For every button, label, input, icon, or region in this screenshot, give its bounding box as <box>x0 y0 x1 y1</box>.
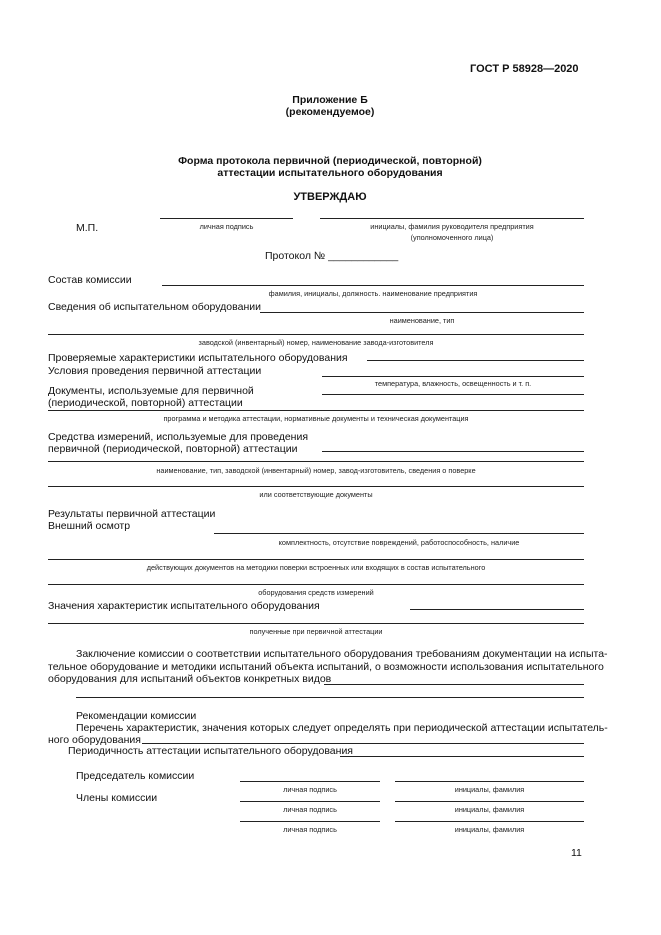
conclusion-line-field-2 <box>76 697 584 698</box>
stamp-label: М.П. <box>76 222 99 234</box>
member2-name-line <box>395 821 584 822</box>
member2-signature-caption: личная подпись <box>283 825 337 834</box>
member1-name-line <box>395 801 584 802</box>
inspection-caption-2: действующих документов на методики поверки встроенных или входящих в состав испытательного <box>146 563 486 572</box>
conclusion-line-2: тельное оборудование и методики испытаний объекта испытаний, о возможности использования испытательного <box>48 661 604 673</box>
documents-caption: программа и методика аттестации, нормативные документы и техническая документация <box>163 414 469 423</box>
member2-name-caption: инициалы, фамилия <box>454 825 525 834</box>
appendix-title: Приложение Б <box>292 94 368 106</box>
approval-name-caption-1: инициалы, фамилия руководителя предприятия <box>370 222 534 231</box>
recommendations-list-line-1: Перечень характеристик, значения которых следует определять при периодической аттестации испытатель- <box>76 722 608 734</box>
approval-name-line <box>320 218 584 219</box>
values-label: Значения характеристик испытательного оборудования <box>48 600 320 612</box>
equipment-info-label: Сведения об испытательном оборудовании <box>48 301 261 313</box>
chairman-label: Председатель комиссии <box>76 770 195 782</box>
instruments-caption-1: наименование, тип, заводской (инвентарный) номер, завод-изготовитель, сведения о поверке <box>156 466 476 475</box>
instruments-line-2 <box>48 461 584 462</box>
commission-line <box>162 285 584 286</box>
checked-chars-label: Проверяемые характеристики испытательного оборудования <box>48 352 348 364</box>
period-field <box>340 756 584 757</box>
document-code: ГОСТ Р 58928—2020 <box>470 63 579 75</box>
instruments-label-1: Средства измерений, используемые для проведения <box>48 431 309 443</box>
values-caption: полученные при первичной аттестации <box>249 627 383 636</box>
commission-label: Состав комиссии <box>48 274 132 286</box>
member1-signature-caption: личная подпись <box>283 805 337 814</box>
approval-label: УТВЕРЖДАЮ <box>293 191 367 203</box>
values-line-1 <box>410 609 584 610</box>
chairman-name-line <box>395 781 584 782</box>
member1-signature-line <box>240 801 380 802</box>
documents-line-1 <box>322 394 584 395</box>
approval-signature-line <box>160 218 293 219</box>
form-title-line2: аттестации испытательного оборудования <box>217 167 443 179</box>
member1-name-caption: инициалы, фамилия <box>454 805 525 814</box>
checked-chars-line <box>367 360 584 361</box>
instruments-line-3 <box>48 486 584 487</box>
member2-signature-line <box>240 821 380 822</box>
conclusion-line-field-1 <box>324 684 584 685</box>
chairman-signature-caption: личная подпись <box>283 785 337 794</box>
approval-name-caption-2: (уполномоченного лица) <box>410 233 494 242</box>
values-line-2 <box>48 623 584 624</box>
chairman-name-caption: инициалы, фамилия <box>454 785 525 794</box>
appendix-subtitle: (рекомендуемое) <box>285 106 375 118</box>
protocol-label: Протокол № ____________ <box>265 250 399 262</box>
conditions-line <box>322 376 584 377</box>
conditions-label: Условия проведения первичной аттестации <box>48 365 262 377</box>
inspection-line-1 <box>214 533 584 534</box>
inspection-label: Внешний осмотр <box>48 520 131 532</box>
instruments-label-2: первичной (периодической, повторной) аттестации <box>48 443 298 455</box>
instruments-caption-2: или соответствующие документы <box>259 490 373 499</box>
inspection-caption-1: комплектность, отсутствие повреждений, работоспособность, наличие <box>278 538 520 547</box>
commission-caption: фамилия, инициалы, должность. наименование предприятия <box>268 289 478 298</box>
equipment-line-2 <box>48 334 584 335</box>
inspection-line-2 <box>48 559 584 560</box>
approval-signature-caption: личная подпись <box>199 222 254 231</box>
form-title-line1: Форма протокола первичной (периодической, повторной) <box>178 155 482 167</box>
conclusion-line-3: оборудования для испытаний объектов конкретных видов <box>48 673 332 685</box>
chairman-signature-line <box>240 781 380 782</box>
conclusion-line-1: Заключение комиссии о соответствии испытательного оборудования требованиям документации на испыта- <box>76 648 608 660</box>
instruments-line-1 <box>322 451 584 452</box>
equipment-caption-1: наименование, тип <box>389 316 455 325</box>
inspection-caption-3: оборудования средств измерений <box>258 588 374 597</box>
results-label: Результаты первичной аттестации <box>48 508 216 520</box>
documents-line-2 <box>48 410 584 411</box>
recommendations-label: Рекомендации комиссии <box>76 710 197 722</box>
equipment-line-1 <box>260 312 584 313</box>
documents-label-1: Документы, используемые для первичной <box>48 385 254 397</box>
documents-label-2: (периодической, повторной) аттестации <box>48 397 243 409</box>
page-number: 11 <box>571 847 582 859</box>
recommendations-list-field <box>142 743 584 744</box>
inspection-line-3 <box>48 584 584 585</box>
recommendations-list-line-2: ного оборудования <box>48 734 141 746</box>
equipment-caption-2: заводской (инвентарный) номер, наименование завода-изготовителя <box>198 338 434 347</box>
members-label: Члены комиссии <box>76 792 158 804</box>
period-label: Периодичность аттестации испытательного оборудования <box>68 745 353 757</box>
protocol-number-blank: ____________ <box>328 250 399 262</box>
conditions-caption: температура, влажность, освещенность и т. п. <box>374 379 532 388</box>
